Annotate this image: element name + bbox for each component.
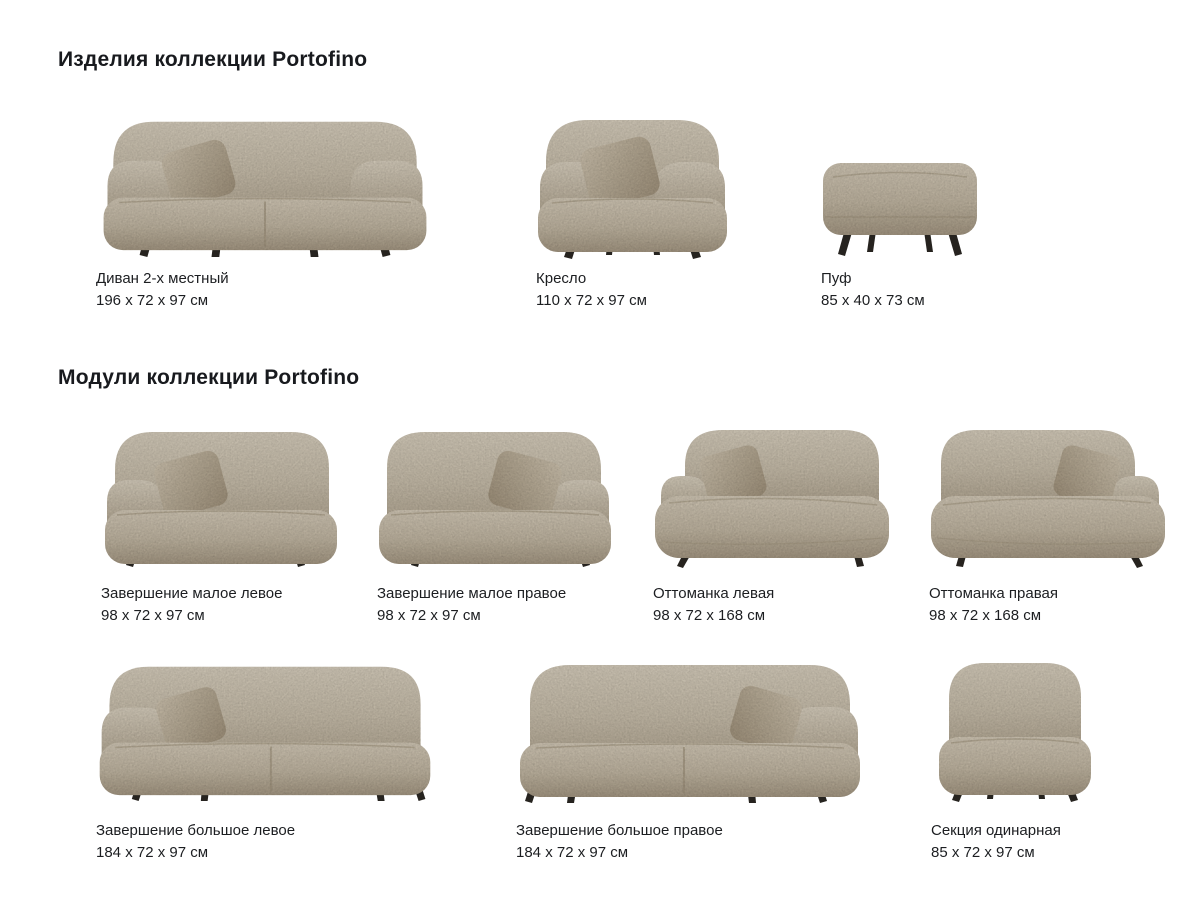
module-name: Оттоманка левая bbox=[653, 585, 775, 602]
product-dimensions: 85 x 40 x 73 см bbox=[821, 292, 925, 309]
small-end-right-image bbox=[371, 424, 621, 569]
modules-row-1 bbox=[0, 424, 1200, 627]
ottoman-left-image bbox=[647, 424, 897, 569]
module-name: Оттоманка правая bbox=[929, 585, 1058, 602]
module-card-big-end-left bbox=[90, 655, 440, 864]
module-card-ottoman-left bbox=[647, 424, 897, 627]
module-dimensions: 98 x 72 x 97 см bbox=[101, 607, 205, 624]
product-card-armchair bbox=[530, 110, 735, 312]
section-title-products: Изделия коллекции Portofino bbox=[58, 48, 368, 71]
product-dimensions: 196 x 72 x 97 см bbox=[96, 292, 209, 309]
module-name: Завершение большое правое bbox=[516, 822, 723, 839]
module-card-single-section bbox=[925, 655, 1105, 864]
module-card-small-end-right bbox=[371, 424, 621, 627]
module-name: Секция одинарная bbox=[931, 822, 1061, 839]
product-dimensions: 110 x 72 x 97 см bbox=[536, 292, 647, 309]
module-name: Завершение большое левое bbox=[96, 822, 296, 839]
section-title-modules: Модули коллекции Portofino bbox=[58, 366, 360, 389]
module-name: Завершение малое левое bbox=[101, 585, 283, 602]
module-dimensions: 98 x 72 x 168 см bbox=[653, 607, 766, 624]
modules-row-2 bbox=[0, 655, 1200, 864]
module-dimensions: 184 x 72 x 97 см bbox=[516, 844, 629, 861]
module-name: Завершение малое правое bbox=[377, 585, 567, 602]
module-dimensions: 98 x 72 x 97 см bbox=[377, 607, 481, 624]
module-dimensions: 98 x 72 x 168 см bbox=[929, 607, 1042, 624]
product-card-pouf bbox=[815, 110, 985, 312]
module-card-big-end-right bbox=[510, 655, 870, 864]
single-section-image bbox=[925, 655, 1105, 805]
armchair-image bbox=[530, 110, 735, 260]
product-name: Пуф bbox=[821, 270, 852, 287]
product-name: Кресло bbox=[536, 270, 587, 287]
big-end-left-image bbox=[90, 655, 440, 805]
module-card-small-end-left bbox=[95, 424, 345, 627]
pouf-image bbox=[815, 110, 985, 260]
module-card-ottoman-right bbox=[923, 424, 1173, 627]
products-row bbox=[0, 110, 1200, 312]
big-end-right-image bbox=[510, 655, 870, 805]
module-dimensions: 85 x 72 x 97 см bbox=[931, 844, 1035, 861]
product-name: Диван 2-х местный bbox=[96, 270, 229, 287]
sofa-2-seat-image bbox=[90, 110, 440, 260]
ottoman-right-image bbox=[923, 424, 1173, 569]
small-end-left-image bbox=[95, 424, 345, 569]
module-dimensions: 184 x 72 x 97 см bbox=[96, 844, 209, 861]
product-card-sofa bbox=[90, 110, 440, 312]
